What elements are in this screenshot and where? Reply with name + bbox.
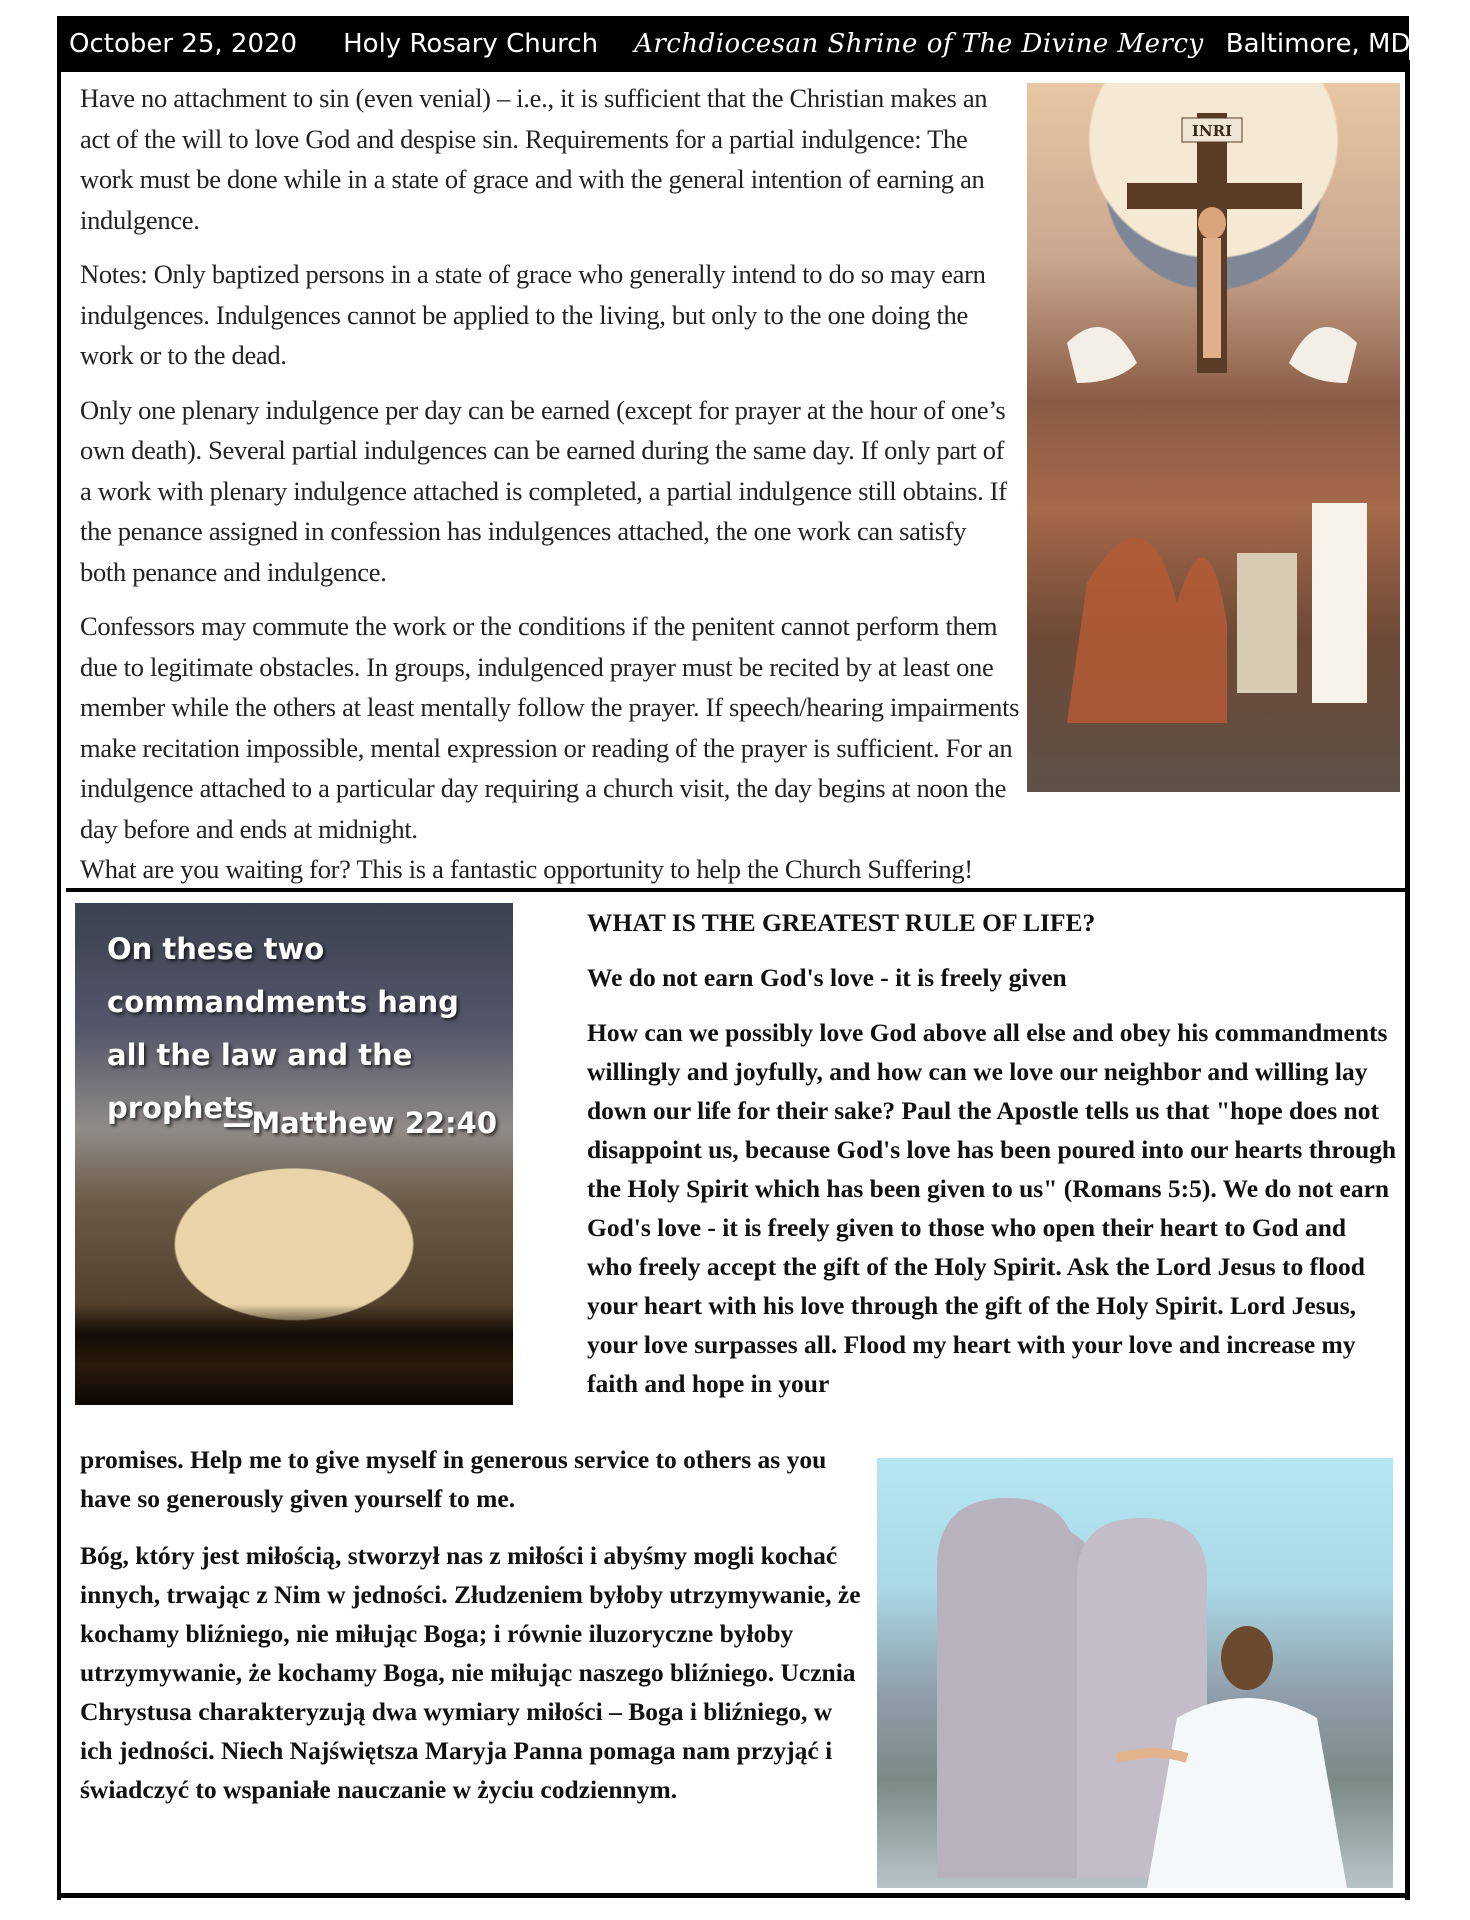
bulletin-header	[57, 16, 1409, 72]
flames	[1067, 538, 1227, 723]
article-title: WHAT IS THE GREATEST RULE OF LIFE?	[587, 908, 1096, 937]
shrine-name: Archdiocesan Shrine of The Divine Mercy	[634, 29, 1204, 59]
christ-head	[1198, 207, 1226, 239]
cross-horizontal	[1127, 183, 1302, 209]
article-polish-section	[80, 1536, 870, 1809]
jesus-robe	[1147, 1698, 1347, 1888]
angel-wing-left	[1067, 327, 1137, 383]
bible-quote-text: On these two commandments hang all the law and the prophets.	[107, 932, 459, 1125]
christ-body	[1203, 238, 1221, 358]
bulletin-date: October 25, 2020	[69, 29, 298, 59]
article-column	[587, 903, 1397, 1403]
page-border-right	[1405, 60, 1410, 1900]
article-body-continued: promises. Help me to give myself in generous service to others as you have so generously given yourself to me.	[80, 1445, 827, 1513]
bible-quote-image	[75, 903, 513, 1405]
church-name: Holy Rosary Church	[343, 29, 599, 59]
church-location: Baltimore, MD	[1225, 29, 1411, 59]
bible-quote-citation: —Matthew 22:40	[222, 1106, 497, 1140]
article-polish-text: Bóg, który jest miłością, stworzył nas z miłości i abyśmy mogli kochać innych, trwając z Nim w jedności. Złudzeniem byłoby utrzymywanie, że kochamy bliźniego, nie miłując Boga; i równie iluzoryczne byłoby utrzymywanie, że kochamy Boga, nie miłując naszego bliźniego. Ucznia Chrystusa charakteryzują dwa wymiary miłości – Boga i bliźniego, w ich jedności. Niech Najświętsza Maryja Panna pomaga nam przyjąć i świadczyć to wspaniałe nauczanie w życiu codziennym.	[80, 1541, 861, 1804]
indulgence-paragraph: Only one plenary indulgence per day can be earned (except for prayer at the hour of one’s own death). Several partial indulgences can be earned during the same day. If only part of a work with plenary indulgence attached is completed, a partial indulgence still obtains. If the penance assigned in confession has indulgences attached, the one work can satisfy both penance and indulgence.	[80, 394, 1007, 587]
page-border-bottom	[57, 1893, 1410, 1898]
jesus-commandments-image	[877, 1458, 1393, 1888]
tablet-left	[937, 1498, 1077, 1878]
priest-figure	[1312, 503, 1367, 703]
crucifix-image	[1027, 83, 1400, 792]
angel-wing-right	[1289, 327, 1357, 383]
article-subtitle: We do not earn God's love - it is freely given	[587, 963, 1067, 992]
altar	[1237, 553, 1297, 693]
page-border-left	[57, 60, 61, 1900]
indulgence-text: Confessors may commute the work or the conditions if the penitent cannot perform them due to legitimate obstacles. In groups, indulgenced prayer must be recited by at least one member while the others at least mentally follow the prayer. If speech/hearing impairments make recitation impossible, mental expression or reading of the prayer is sufficient. For an indulgence attached to a particular day requiring a church visit, the day begins at noon the day before and ends at midnight.	[80, 611, 1020, 844]
jesus-head	[1221, 1626, 1273, 1690]
indulgence-paragraph: Notes: Only baptized persons in a state of grace who generally intend to do so may earn indulgences. Indulgences cannot be applied to the living, but only to the one doing the work or to the dead.	[80, 259, 986, 370]
crucifix-illustration	[1027, 83, 1400, 792]
indulgence-paragraph: Have no attachment to sin (even venial) – i.e., it is sufficient that the Christian makes an act of the will to love God and despise sin. Requirements for a partial indulgence: The work must be done while in a state of grace and with the general intention of earning an indulgence.	[80, 83, 988, 235]
inri-text: INRI	[1191, 122, 1233, 140]
indulgence-closing: What are you waiting for? This is a fantastic opportunity to help the Church Suffering!	[80, 854, 973, 884]
jesus-hand	[1117, 1753, 1187, 1758]
jesus-illustration	[877, 1458, 1393, 1888]
article-continued	[80, 1440, 870, 1518]
article-body: How can we possibly love God above all else and obey his commandments willingly and joyfully, and how can we love our neighbor and willing lay down our life for their sake? Paul the Apostle tells us that "hope does not disappoint us, because God's love has been poured into our hearts through the Holy Spirit which has been given to us" (Romans 5:5). We do not earn God's love - it is freely given to those who open their heart to God and who freely accept the gift of the Holy Spirit. Ask the Lord Jesus to flood your heart with his love through the gift of the Holy Spirit. Lord Jesus, your love surpasses all. Flood my heart with your love and increase my faith and hope in your	[587, 1018, 1397, 1398]
